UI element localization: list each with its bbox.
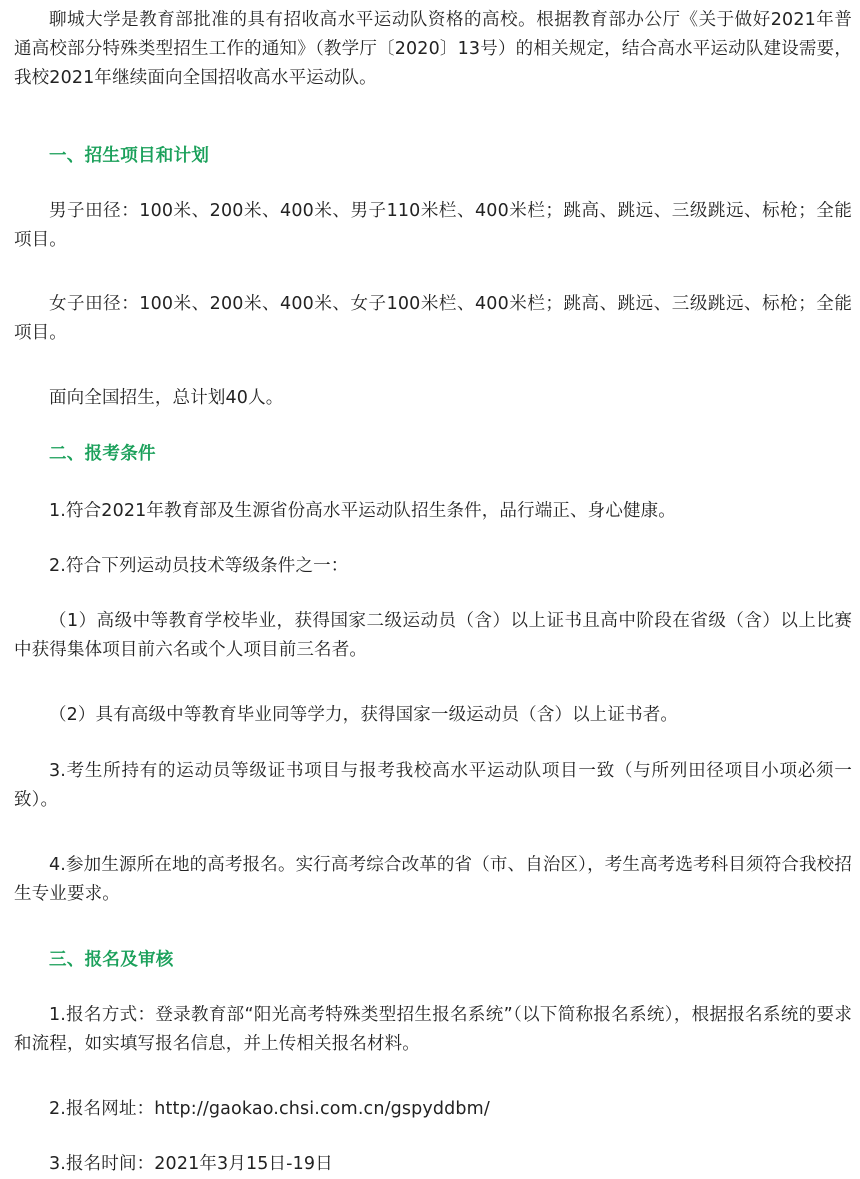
- registration-item-3: 3.报名时间：2021年3月15日-19日: [49, 1154, 333, 1174]
- registration-url-label: 2.报名网址：: [49, 1099, 155, 1119]
- total-plan-paragraph: 面向全国招生，总计划40人。: [49, 388, 284, 408]
- intro-paragraph: 聊城大学是教育部批准的具有招收高水平运动队资格的高校。根据教育部办公厅《关于做好2021年普通高校部分特殊类型招生工作的通知》（教学厅〔2020〕13号）的相关规定，结合高水平运动队建设需要，我校2021年继续面向全国招收高水平运动队。: [14, 10, 852, 88]
- section-heading-enrollment-plan: 一、招生项目和计划: [49, 146, 210, 166]
- requirement-item-2: 2.符合下列运动员技术等级条件之一：: [49, 556, 349, 576]
- section-heading-requirements: 二、报考条件: [49, 444, 156, 464]
- requirement-item-1: 1.符合2021年教育部及生源省份高水平运动队招生条件，品行端正、身心健康。: [49, 501, 676, 521]
- registration-item-2: [14, 1095, 852, 1124]
- requirement-item-2-sub-1: （1）高级中等教育学校毕业，获得国家二级运动员（含）以上证书且高中阶段在省级（含）以上比赛中获得集体项目前六名或个人项目前三名者。: [14, 611, 852, 660]
- registration-url-link[interactable]: http://gaokao.chsi.com.cn/gspyddbm/: [154, 1099, 490, 1119]
- section-heading-registration: 三、报名及审核: [49, 950, 174, 970]
- men-events-paragraph: 男子田径：100米、200米、400米、男子110米栏、400米栏；跳高、跳远、三级跳远、标枪；全能项目。: [14, 201, 852, 250]
- requirement-item-4: 4.参加生源所在地的高考报名。实行高考综合改革的省（市、自治区），考生高考选考科目须符合我校招生专业要求。: [14, 855, 852, 904]
- requirement-item-2-sub-2: （2）具有高级中等教育毕业同等学力，获得国家一级运动员（含）以上证书者。: [49, 705, 679, 725]
- women-events-paragraph: 女子田径：100米、200米、400米、女子100米栏、400米栏；跳高、跳远、三级跳远、标枪；全能项目。: [14, 294, 852, 343]
- requirement-item-3: 3.考生所持有的运动员等级证书项目与报考我校高水平运动队项目一致（与所列田径项目小项必须一致）。: [14, 761, 852, 810]
- registration-item-1: 1.报名方式：登录教育部“阳光高考特殊类型招生报名系统”（以下简称报名系统），根据报名系统的要求和流程，如实填写报名信息，并上传相关报名材料。: [14, 1005, 852, 1054]
